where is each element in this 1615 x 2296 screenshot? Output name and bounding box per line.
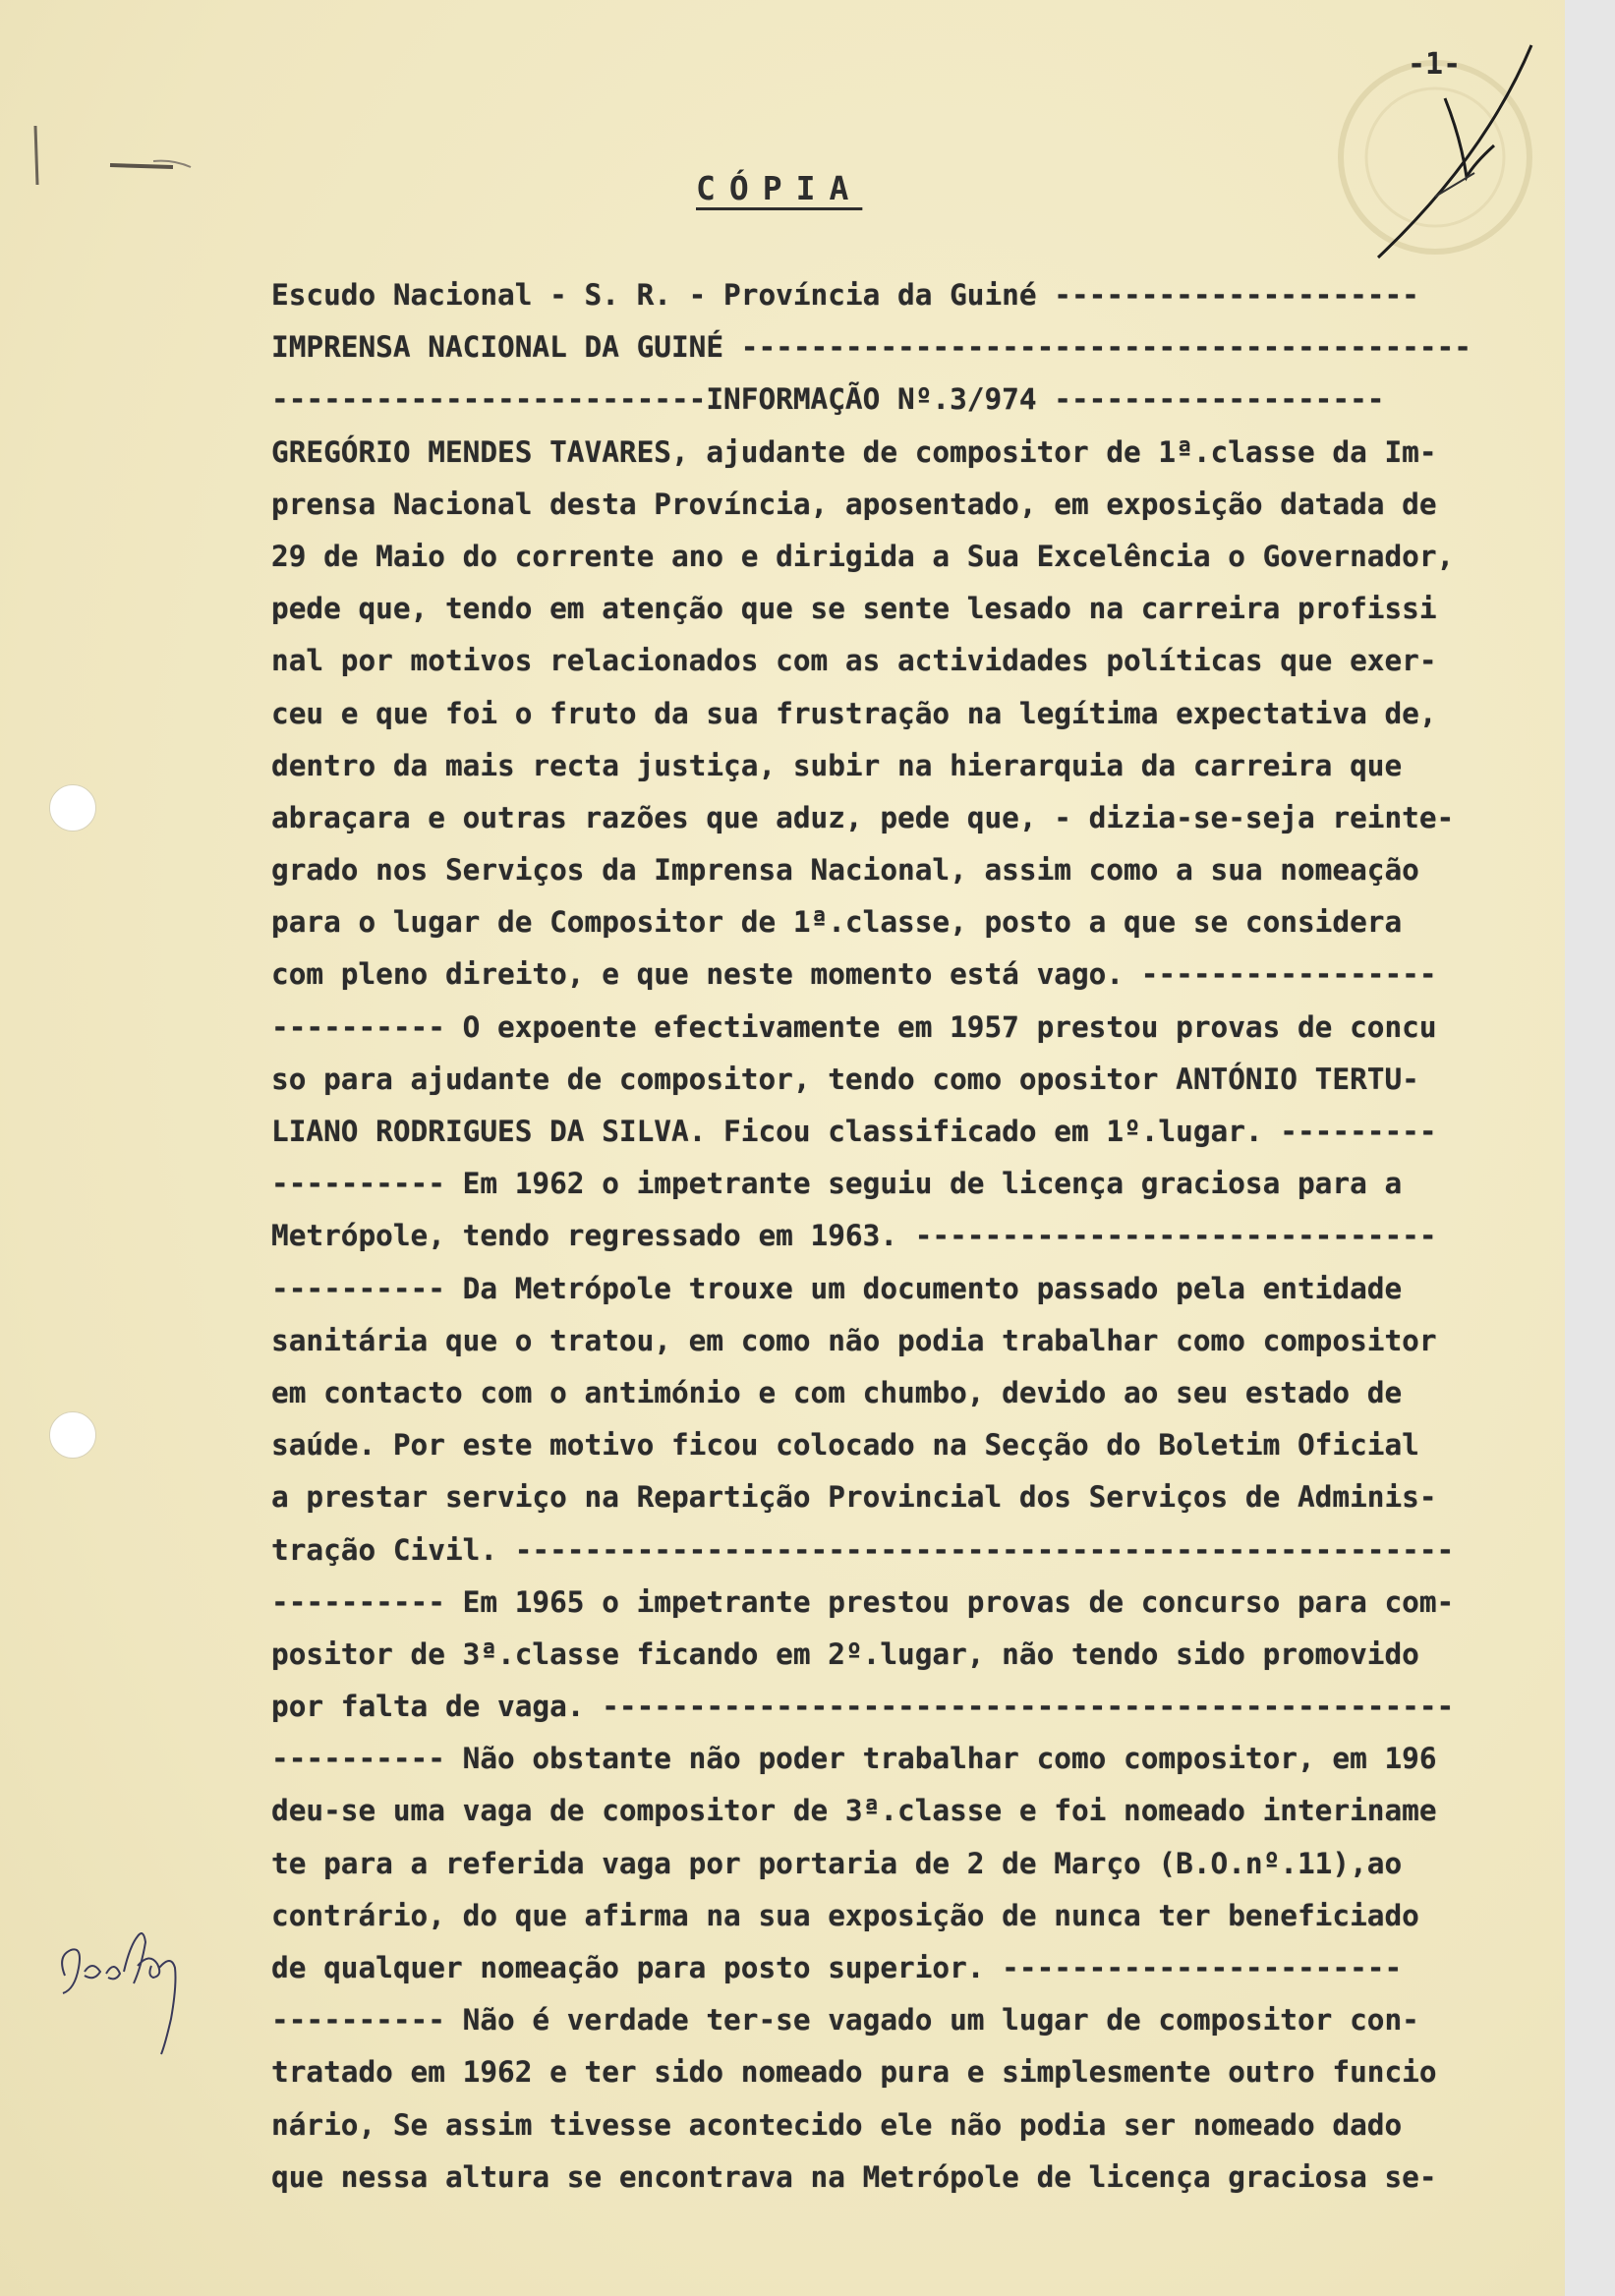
text-line: ---------- Em 1965 o impetrante prestou provas de concurso para com- [271, 1584, 1455, 1619]
text-line: ---------- O expoente efectivamente em 1957 prestou provas de concu [271, 1009, 1437, 1044]
text-line: so para ajudante de compositor, tendo como opositor ANTÓNIO TERTU- [271, 1062, 1419, 1096]
text-line: de qualquer nomeação para posto superior. ----------------------- [271, 1951, 1403, 1984]
text-line: contrário, do que afirma na sua exposição de nunca ter beneficiado [271, 1898, 1419, 1932]
text-line: para o lugar de Compositor de 1ª.classe, posto a que se considera [271, 905, 1403, 940]
scan-background [1565, 0, 1615, 2296]
document-body [271, 269, 1567, 2204]
text-line: GREGÓRIO MENDES TAVARES, ajudante de compositor de 1ª.classe da Im- [271, 434, 1437, 469]
text-line: em contacto com o antimónio e com chumbo, devido ao seu estado de [271, 1375, 1403, 1409]
text-line: Metrópole, tendo regressado em 1963. ------------------------------ [271, 1219, 1437, 1253]
text-line: LIANO RODRIGUES DA SILVA. Ficou classificado em 1º.lugar. --------- [271, 1115, 1437, 1148]
text-line: pede que, tendo em atenção que se sente lesado na carreira profissi [271, 592, 1437, 626]
text-line: abraçara e outras razões que aduz, pede que, - dizia-se-seja reinte- [271, 800, 1455, 834]
text-line: ---------- Não é verdade ter-se vagado um lugar de compositor con- [271, 2003, 1419, 2038]
text-line: te para a referida vaga por portaria de 2 de Março (B.O.nº.11),ao [271, 1846, 1403, 1880]
punch-hole-bottom [49, 1411, 96, 1459]
text-line: ceu e que foi o fruto da sua frustração na legítima expectativa de, [271, 696, 1437, 730]
text-line: IMPRENSA NACIONAL DA GUINÉ ------------------------------------------ [271, 330, 1471, 365]
text-line: a prestar serviço na Repartição Provincial dos Serviços de Adminis- [271, 1480, 1437, 1515]
margin-signature [55, 1917, 202, 2074]
text-line: com pleno direito, e que neste momento está vago. ----------------- [271, 957, 1437, 992]
text-line: 29 de Maio do corrente ano e dirigida a Sua Excelência o Governador, [271, 539, 1455, 573]
punch-hole-top [49, 784, 96, 832]
text-line: grado nos Serviços da Imprensa Nacional, assim como a sua nomeação [271, 853, 1419, 888]
text-line: saúde. Por este motivo ficou colocado na Secção do Boletim Oficial [271, 1428, 1419, 1463]
text-line: tratado em 1962 e ter sido nomeado pura e simplesmente outro funcio [271, 2055, 1437, 2090]
text-line: nal por motivos relacionados com as actividades políticas que exer- [271, 644, 1437, 678]
text-line: positor de 3ª.classe ficando em 2º.lugar, não tendo sido promovido [271, 1636, 1419, 1671]
text-line: prensa Nacional desta Província, aposentado, em exposição datada de [271, 487, 1437, 521]
text-line: por falta de vaga. ------------------------------------------------- [271, 1690, 1455, 1724]
text-line: sanitária que o tratou, em como não podia trabalhar como compositor [271, 1323, 1437, 1357]
text-line: que nessa altura se encontrava na Metrópole de licença graciosa se- [271, 2159, 1437, 2194]
document-title: CÓPIA [696, 169, 863, 207]
text-line: Escudo Nacional - S. R. - Província da Guiné --------------------- [271, 278, 1419, 312]
text-line: dentro da mais recta justiça, subir na hierarquia da carreira que [271, 748, 1403, 782]
text-line: tração Civil. ------------------------------------------------------ [271, 1532, 1455, 1567]
text-line: ---------- Em 1962 o impetrante seguiu de licença graciosa para a [271, 1167, 1403, 1201]
text-line: deu-se uma vaga de compositor de 3ª.classe e foi nomeado interiname [271, 1794, 1437, 1828]
page-number: -1- [1408, 47, 1462, 82]
staple-mark [26, 116, 202, 204]
text-line: nário, Se assim tivesse acontecido ele não podia ser nomeado dado [271, 2107, 1403, 2142]
text-line: -------------------------INFORMAÇÃO Nº.3/974 ------------------- [271, 382, 1385, 417]
text-line: ---------- Da Metrópole trouxe um documento passado pela entidade [271, 1271, 1403, 1305]
text-line: ---------- Não obstante não poder trabalhar como compositor, em 196 [271, 1742, 1437, 1776]
